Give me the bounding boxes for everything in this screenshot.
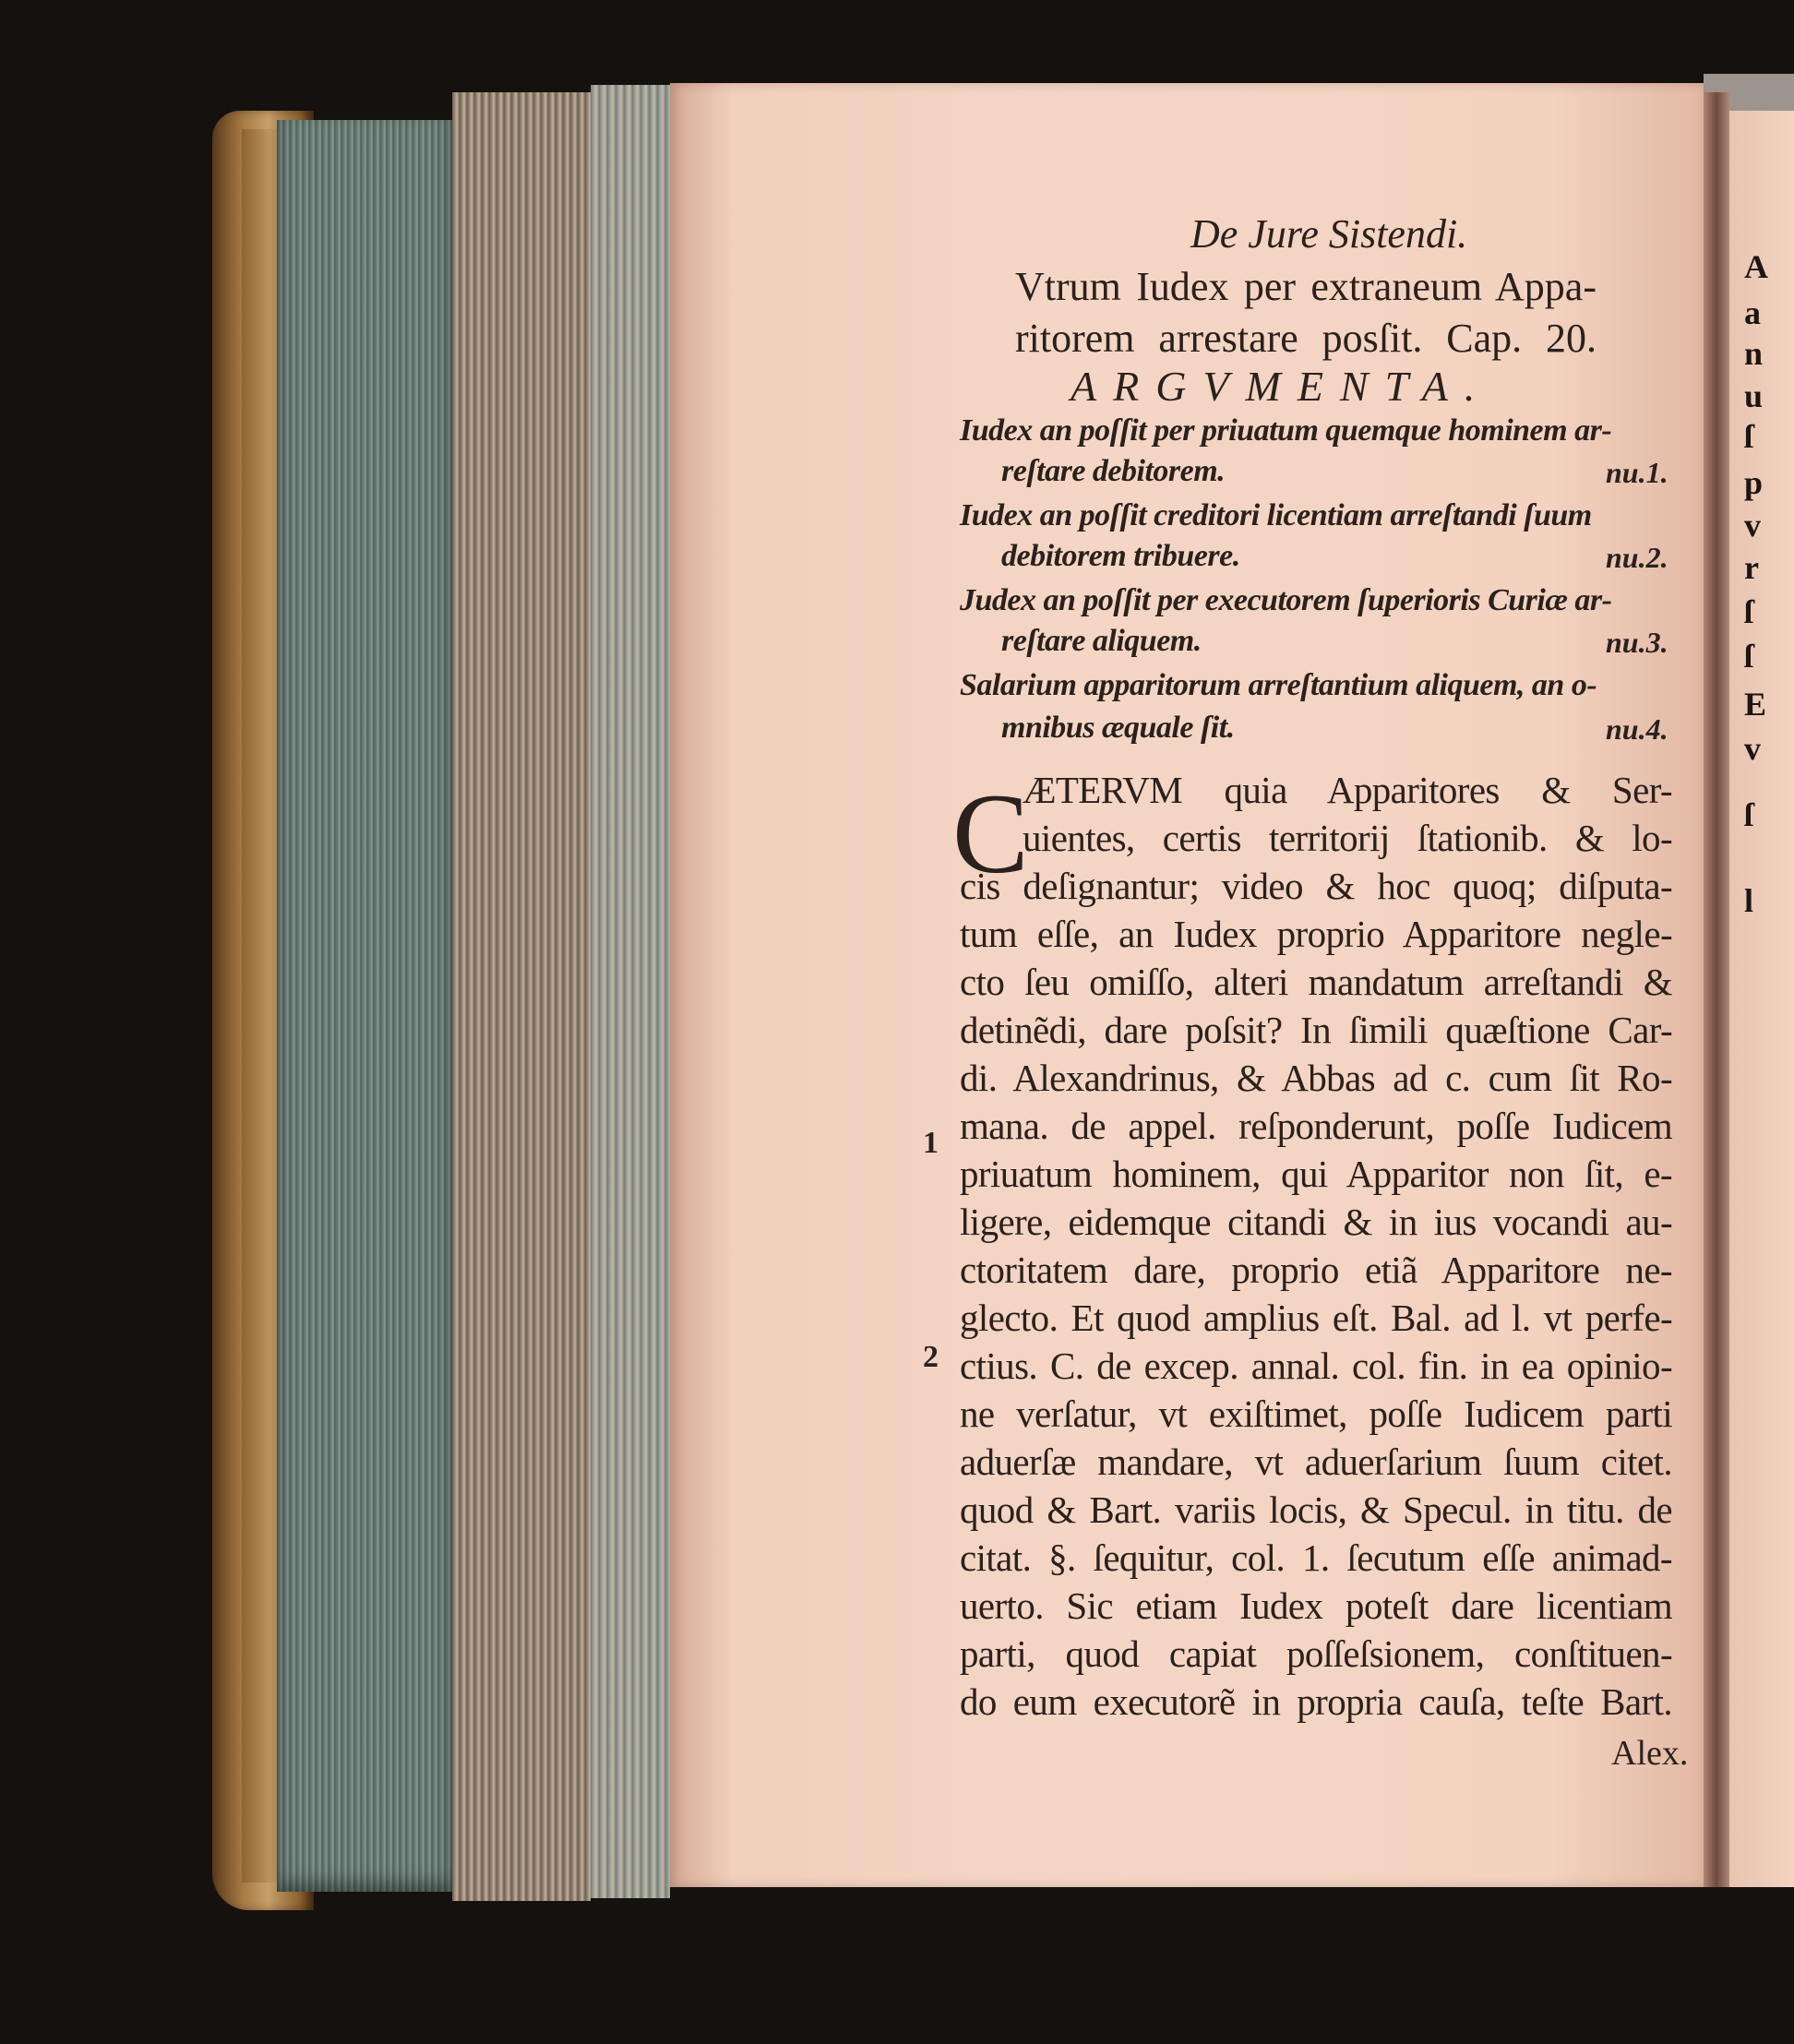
running-head: De Jure Sistendi.	[1190, 211, 1468, 257]
argument-4-line-1: Salarium apparitorum arreſtantium aliquem, an o-	[960, 668, 1597, 702]
body-line-17: citat. §. ſequitur, col. 1. ſecutum eſſe animad-	[960, 1536, 1672, 1579]
argument-1-number: nu.1.	[1606, 456, 1668, 489]
body-line-2: uientes, certis territorij ſtationib. & lo-	[1023, 817, 1672, 859]
facing-letter-10: ſ	[1744, 638, 1754, 675]
argument-4-line-2: mnibus æquale ſit.	[1001, 711, 1235, 745]
body-line-6: detinẽdi, dare poſsit? In ſimili quæſtione Car-	[960, 1009, 1672, 1051]
body-line-5: cto ſeu omiſſo, alteri mandatum arreſtandi &	[960, 961, 1672, 1003]
facing-letter-2: a	[1744, 294, 1761, 331]
body-line-3: cis deſignantur; video & hoc quoq; diſputa-	[960, 865, 1672, 907]
body-line-16: quod & Bart. variis locis, & Specul. in titu. de	[960, 1488, 1672, 1531]
page-edges-block-left	[277, 120, 452, 1892]
catchword: Alex.	[1611, 1734, 1689, 1773]
chapter-title-line-2: ritorem arrestare posſit. Cap. 20.	[1015, 316, 1597, 361]
body-line-19: parti, quod capiat poſſeſsionem, conſtituen-	[960, 1632, 1672, 1675]
margin-number-2: 2	[923, 1340, 939, 1374]
argument-3-line-2: reſtare aliquem.	[1001, 624, 1202, 658]
argument-3-number: nu.3.	[1606, 626, 1668, 659]
argument-2-number: nu.2.	[1606, 541, 1668, 574]
body-line-1: ÆTERVM quia Apparitores & Ser-	[1023, 769, 1672, 811]
argument-1-line-2: reſtare debitorem.	[1001, 454, 1226, 488]
book-gutter	[1704, 92, 1729, 1887]
facing-letter-5: ſ	[1744, 418, 1754, 455]
facing-letter-4: u	[1744, 377, 1764, 414]
body-line-12: glecto. Et quod amplius eſt. Bal. ad l. vt perfe-	[960, 1297, 1672, 1339]
body-line-11: ctoritatem dare, proprio etiã Apparitore ne-	[960, 1249, 1672, 1291]
drop-cap: C	[952, 771, 1029, 897]
argument-1-line-1: Iudex an poſſit per priuatum quemque hominem ar-	[960, 413, 1612, 448]
page-edges-block-middle	[452, 92, 591, 1901]
facing-letter-11: E	[1744, 686, 1767, 723]
facing-letter-3: n	[1744, 335, 1764, 372]
body-line-20: do eum executorẽ in propria cauſa, teſte Bart.	[960, 1680, 1672, 1723]
body-line-13: ctius. C. de excep. annal. col. fin. in ea opinio-	[960, 1345, 1672, 1387]
facing-letter-6: p	[1744, 464, 1764, 501]
body-line-10: ligere, eidemque citandi & in ius vocandi au-	[960, 1201, 1672, 1243]
facing-letter-13: ſ	[1744, 796, 1754, 833]
body-line-15: aduerſæ mandare, vt aduerſarium ſuum citet.	[960, 1440, 1672, 1483]
body-line-18: uerto. Sic etiam Iudex poteſt dare licentiam	[960, 1584, 1672, 1627]
argumenta-heading: ARGVMENTA.	[1070, 363, 1492, 410]
facing-letter-7: v	[1744, 507, 1761, 544]
chapter-title-line-1: Vtrum Iudex per extraneum Appa-	[1015, 264, 1597, 309]
page-edges-block-right	[591, 85, 670, 1898]
facing-letter-12: v	[1744, 730, 1761, 767]
body-line-14: ne verſatur, vt exiſtimet, poſſe Iudicem parti	[960, 1393, 1672, 1435]
facing-letter-8: r	[1744, 549, 1759, 586]
argument-4-number: nu.4.	[1606, 712, 1668, 746]
body-line-9: priuatum hominem, qui Apparitor non ſit, e-	[960, 1153, 1672, 1195]
margin-number-1: 1	[923, 1126, 939, 1160]
body-line-8: mana. de appel. reſponderunt, poſſe Iudicem	[960, 1105, 1672, 1147]
facing-letter-9: ſ	[1744, 593, 1754, 630]
argument-3-line-1: Judex an poſſit per executorem ſuperioris Curiæ ar-	[960, 583, 1612, 617]
argument-2-line-2: debitorem tribuere.	[1001, 539, 1240, 573]
body-line-4: tum eſſe, an Iudex proprio Apparitore negle-	[960, 913, 1672, 955]
argument-2-line-1: Iudex an poſſit creditori licentiam arreſtandi ſuum	[960, 498, 1592, 532]
facing-letter-14: l	[1744, 882, 1754, 919]
body-line-7: di. Alexandrinus, & Abbas ad c. cum ſit Ro-	[960, 1057, 1672, 1099]
facing-letter-1: A	[1744, 248, 1768, 285]
